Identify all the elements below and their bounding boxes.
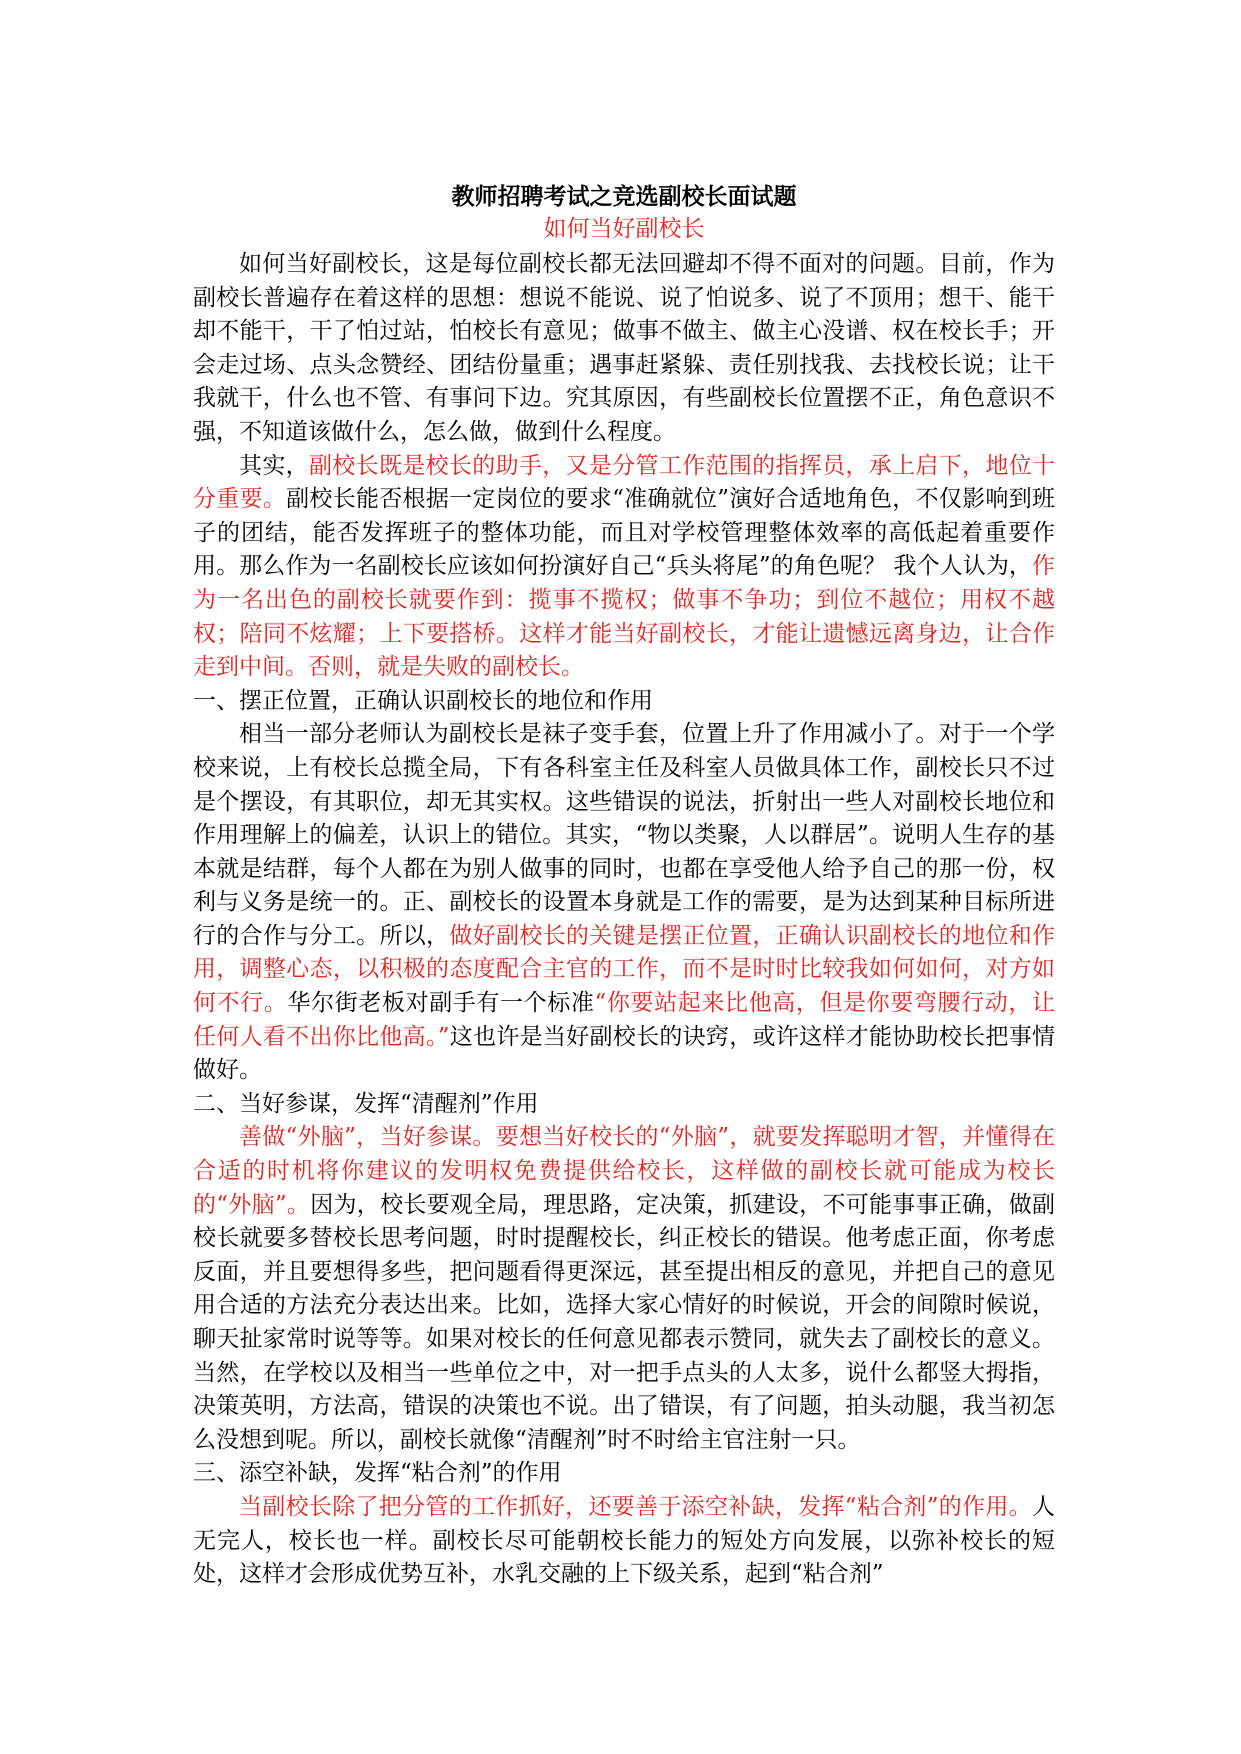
s2-highlight-1: 善做“外脑”，当好参谋。要想当好校长的“外脑”，就要发挥聪明才智，并懂得在合适的时机将你建议的发明权免费提供给校长，这样做的副校长就可能成为校长的“外脑”。 (193, 1124, 1055, 1218)
section-1-paragraph (193, 718, 1055, 1088)
intro-paragraph-2 (193, 450, 1055, 685)
intro-p1-text: 如何当好副校长，这是每位副校长都无法回避却不得不面对的问题。目前，作为副校长普遍存在着这样的思想：想说不能说、说了怕说多、说了不顶用；想干、能干却不能干，干了怕过站，怕校长有意见；做事不做主、做主心没谱、权在校长手；开会走过场、点头念赞经、团结份量重；遇事赶紧躲、责任别找我、去找校长说；让干我就干，什么也不管、有事问下边。究其原因，有些副校长位置摆不正，角色意识不强，不知道该做什么，怎么做，做到什么程度。 (193, 251, 1055, 445)
section-3-paragraph (193, 1491, 1055, 1592)
document-title: 教师招聘考试之竞选副校长面试题 (451, 183, 797, 210)
section-2-paragraph (193, 1121, 1055, 1457)
section-1-heading: 一、摆正位置，正确认识副校长的地位和作用 (193, 687, 653, 714)
s3-text-b: 人无完人，校长也一样。副校长尽可能朝校长能力的短处方向发展，以弥补校长的短处，这样才会形成优势互补，水乳交融的上下级关系，起到“粘合剂” (193, 1493, 1055, 1588)
intro-p2-highlight-1: 副校长既是校长的助手，又是分管工作范围的指挥员，承上启下，地位十分重要。 (193, 452, 1056, 513)
intro-p2-text-c: 副校长能否根据一定岗位的要求“准确就位”演好合适地角色，不仅影响到班子的团结，能否发挥班子的整体功能，而且对学校管理整体效率的高低起着重要作用。那么作为一名副校长应该如何扮演好自己“兵头将尾”的角色呢？ 我个人认为， (193, 486, 1055, 580)
s2-text-b: 因为，校长要观全局，理思路，定决策，抓建设，不可能事事正确，做副校长就要多替校长思考问题，时时提醒校长，纠正校长的错误。他考虑正面，你考虑反面，并且要想得多些，把问题看得更深远，甚至提出相反的意见，并把自己的意见用合适的方法充分表达出来。比如，选择大家心情好的时候说，开会的间隙时候说，聊天扯家常时说等等。如果对校长的任何意见都表示赞同，就失去了副校长的意义。当然，在学校以及相当一些单位之中，对一把手点头的人太多，说什么都竖大拇指，决策英明，方法高，错误的决策也不说。出了错误，有了问题，拍头动腿，我当初怎么没想到呢。所以，副校长就像“清醒剂”时不时给主官注射一只。 (193, 1191, 1055, 1453)
s1-text-a: 相当一部分老师认为副校长是袜子变手套，位置上升了作用减小了。对于一个学校来说，上有校长总揽全局，下有各科室主任及科室人员做具体工作，副校长只不过是个摆设，有其职位，却无其实权。这些错误的说法，折射出一些人对副校长地位和作用理解上的偏差，认识上的错位。其实，“物以类聚，人以群居”。说明人生存的基本就是结群，每个人都在为别人做事的同时，也都在享受他人给予自己的那一份，权利与义务是统一的。正、副校长的设置本身就是工作的需要，是为达到某种目标所进行的合作与分工。所以， (193, 721, 1055, 949)
s1-text-e: 这也许是当好副校长的诀窍，或许这样才能协助校长把事情做好。 (193, 1023, 1055, 1084)
s3-highlight-1: 当副校长除了把分管的工作抓好，还要善于添空补缺，发挥“粘合剂”的作用。 (239, 1493, 1032, 1520)
s1-text-c: 华尔街老板对副手有一个标准 (287, 990, 595, 1017)
document-subtitle: 如何当好副校长 (543, 216, 705, 242)
s1-highlight-quote: “你要站起来比他高，但是你要弯腰行动，让任何人看不出你比他高。” (193, 990, 1056, 1050)
s1-highlight-1: 做好副校长的关键是摆正位置，正确认识副校长的地位和作用，调整心态，以积极的态度配合主官的工作，而不是时时比较我如何如何，对方如何不行。 (193, 922, 1056, 1017)
document-page (193, 180, 1055, 1592)
intro-p2-text-a: 其实， (239, 452, 309, 479)
intro-p2-highlight-2: 作为一名出色的副校长就要作到：揽事不揽权；做事不争功；到位不越位；用权不越权；陪同不炫耀；上下要搭桥。这样才能当好副校长，才能让遗憾远离身边，让合作走到中间。否则，就是失败的副校长。 (193, 553, 1055, 681)
intro-paragraph-1 (193, 248, 1055, 450)
section-3-heading: 三、添空补缺，发挥“粘合剂”的作用 (193, 1460, 562, 1487)
section-2-heading: 二、当好参谋，发挥“清醒剂”作用 (193, 1090, 539, 1117)
